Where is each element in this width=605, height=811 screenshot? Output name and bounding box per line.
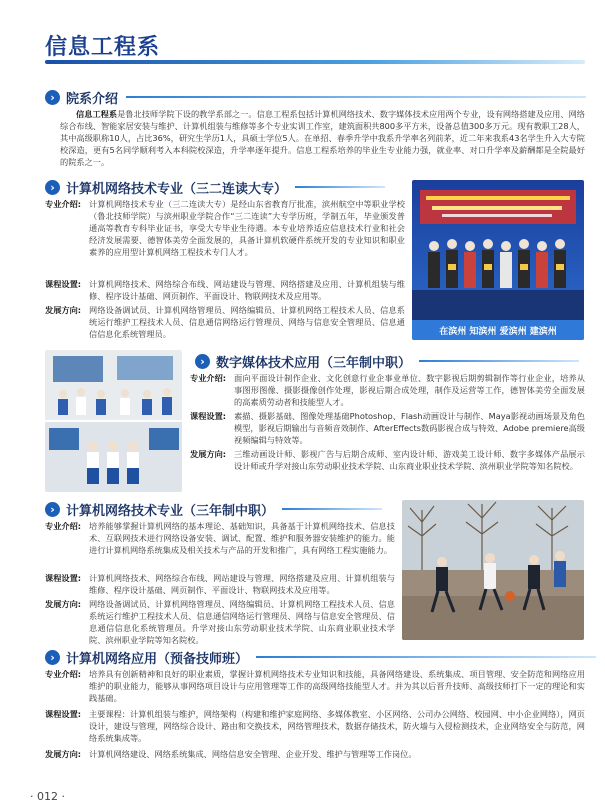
row-value: 三维动画设计师、影视广告与后期合成师、室内设计师、游戏美工设计师、数字多媒体产品展示设计师或升学对接山东劳动职业技术学院、山东商业职业技术学院、滨州职业学院等知名院校。 — [234, 449, 585, 471]
row-key: 课程设置: — [45, 709, 82, 719]
classroom-photo — [45, 350, 182, 492]
classroom-image — [45, 350, 182, 492]
section-heading-label: 计算机网络技术专业（三年制中职） — [66, 503, 275, 519]
section-row-career — [45, 748, 585, 760]
heading-rule — [282, 508, 382, 510]
row-key: 发展方向: — [45, 305, 82, 315]
row-key: 专业介绍: — [190, 373, 227, 383]
section-heading-label: 数字媒体技术应用（三年制中职） — [216, 355, 412, 371]
page-title: 信息工程系 — [45, 35, 161, 60]
award-ceremony-photo — [412, 180, 584, 340]
intro-heading-label: 院系介绍 — [66, 91, 119, 107]
chevron-right-icon: › — [45, 90, 60, 105]
section-row-intro — [190, 372, 585, 408]
row-value: 培养具有创新精神和良好的职业素质，掌握计算机网络技术专业知识和技能，具备网络建设、系统集成、项目管理、安全防范和网络应用维护的职业能力，能够从事网络项目设计与应用管理等工作的高级网络技能型人才。并为其以后晋升技师、高级技师打下一定的理论和实践基础。 — [89, 669, 585, 703]
row-value: 计算机网络技术、网络综合布线、网站建设与管理、网络搭建及应用、计算机组装与维修、程序设计基础、网页制作、平面设计、物联网技术及应用等。 — [89, 573, 395, 595]
title-divider — [45, 60, 585, 64]
intro-paragraph — [60, 108, 585, 168]
row-key: 发展方向: — [190, 449, 227, 459]
section-row-intro — [45, 520, 395, 556]
section-row-courses — [190, 410, 585, 446]
row-key: 专业介绍: — [45, 199, 82, 209]
row-value: 计算机网络技术、网络综合布线、网站建设与管理、网络搭建及应用、计算机组装与维修、程序设计基础、网页制作、平面设计、物联网技术及应用等。 — [89, 279, 405, 301]
section-row-courses — [45, 708, 585, 744]
chevron-right-icon: › — [195, 354, 210, 369]
row-value: 培养能够掌握计算机网络的基本理论、基础知识，具备基于计算机网络技术、信息技术、互联网技术进行网络设备安装、调试、配置、维护和服务器安装维护的能力。能进行计算机网络系统集成及相关技术与产品的开发和推广，具有网络工程实施能力。 — [89, 521, 395, 555]
row-key: 课程设置: — [45, 573, 82, 583]
row-key: 课程设置: — [45, 279, 82, 289]
row-value: 主要课程：计算机组装与维护，网络架构（构建和维护家庭网络、多媒体教室、小区网络、公司办公网络、校园网、中小企业网络），网页设计，建设与管理，网络综合设计、路由和交换技术，网络管理技术，数据存储技术，防火墙与入侵检测技术，企业网络安全与防范，网络系统集成等。 — [89, 709, 585, 743]
photo-caption: 在滨州 知滨州 爱滨州 建滨州 — [439, 327, 557, 337]
section-row-intro — [45, 198, 405, 258]
row-value: 网络设备调试员、计算机网络管理员、网络编辑员、计算机网络工程技术人员、信息系统运行维护工程技术人员、信息通信网络运行管理员、网络与信息安全管理员、信息通信信息化系统管理员。升学对接山东劳动职业技术学院、山东商业职业技术学院、滨州职业学院等知名院校。 — [89, 599, 395, 645]
section-heading-label: 计算机网络技术专业（三二连读大专） — [66, 181, 288, 197]
row-key: 发展方向: — [45, 749, 82, 759]
section-row-intro — [45, 668, 585, 704]
section-network-32-heading — [45, 178, 385, 196]
row-key: 发展方向: — [45, 599, 82, 609]
row-value: 网络设备调试员、计算机网络管理员、网络编辑员、计算机网络工程技术人员、信息系统运行维护工程技术人员、信息通信网络运行管理员、网络与信息安全管理员、信息通信信息化系统管理员。 — [89, 305, 405, 339]
heading-rule — [126, 96, 586, 98]
row-value: 素描、摄影基础、图像处理基础Photoshop、Flash动画设计与制作、Maya影视动画场景及角色模型，影视后期输出与音频音效制作、AfterEffects数码影视合成与特效、Adobe premiere高级视频编辑与特效等。 — [234, 411, 585, 445]
row-key: 课程设置: — [190, 411, 227, 421]
page-number: · 012 · — [30, 790, 65, 803]
row-key: 专业介绍: — [45, 669, 82, 679]
chevron-right-icon: › — [45, 180, 60, 195]
section-row-career — [45, 598, 395, 646]
section-network-3yr-heading — [45, 500, 382, 518]
intro-lead: 信息工程系 — [76, 109, 118, 119]
heading-rule — [419, 360, 579, 362]
section-row-courses — [45, 572, 395, 596]
chevron-right-icon: › — [45, 650, 60, 665]
basketball-photo — [402, 500, 584, 640]
row-key: 专业介绍: — [45, 521, 82, 531]
heading-rule — [256, 656, 596, 658]
section-technician-heading — [45, 648, 596, 666]
section-row-career — [45, 304, 405, 340]
section-heading-label: 计算机网络应用（预备技师班） — [66, 651, 249, 667]
award-ceremony-image — [412, 180, 584, 340]
row-value: 面向平面设计制作企业、文化创意行业企事业单位、数字影视后期剪辑制作等行业企业，培养从事图形图像、摄影摄像创作处理，影视后期合成处理，制作及运营等工作，德智体美劳全面发展的高素质劳动者和技能型人才。 — [234, 373, 585, 407]
intro-text: 是鲁北技师学院下设的教学系部之一。信息工程系包括计算机网络技术、数字媒体技术应用两个专业，设有网络搭建及应用、网络综合布线、智能家居安装与维护、计算机组装与维修等多个专业实训工作室，建筑面积共800多平方米，设备总值300多万元。现有教职工28人，其中高级职称10人，占比36%，研究生学历1人，具硕士学位5人。在单招、春季升学中我系升学率名列前茅，近二年来我系43名学生升入大专院校深造，更有5名同学顺利考入本科院校深造，升学率逐年提升。信息工程系培养的毕业生专业能力强，就业率、对口升学率及薪酬都是全院最好的院系之一。 — [60, 109, 585, 167]
row-value: 计算机网络技术专业（三二连读大专）是经山东省教育厅批准，滨州航空中等职业学校（鲁北技师学院）与滨州职业学院合作“三二连读”大专学历班，学制五年，毕业颁发普通高等教育专科毕业证书，享受大专毕业生待遇。本专业培养适应信息技术行业和社会经济发展需要、德智体美劳全面发展的，具备计算机软硬件系统开发的专业知识和职业素养的应用型计算机网络工程技术专门人才。 — [89, 199, 405, 257]
section-row-courses — [45, 278, 405, 302]
row-value: 计算机网络建设、网络系统集成、网络信息安全管理、企业开发、维护与管理等工作岗位。 — [89, 749, 417, 759]
section-media-heading — [195, 352, 579, 370]
chevron-right-icon: › — [45, 502, 60, 517]
heading-rule — [295, 186, 385, 188]
basketball-image — [402, 500, 584, 640]
section-row-career — [190, 448, 585, 472]
intro-heading — [45, 88, 586, 106]
